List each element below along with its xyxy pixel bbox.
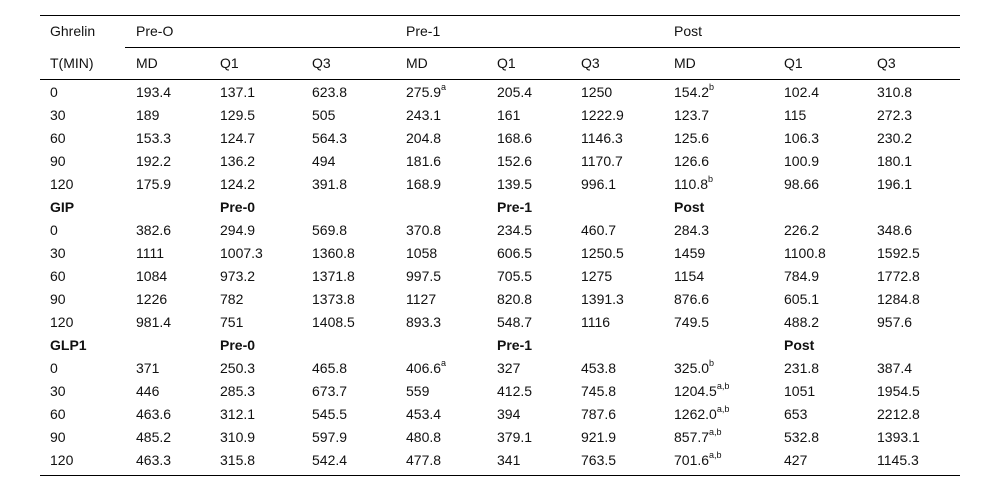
table-cell: 857.7$^{a,b}$ bbox=[674, 427, 722, 445]
table-row bbox=[40, 403, 960, 426]
table-cell: 387.4 bbox=[877, 360, 913, 376]
table-cell: 106.3 bbox=[784, 130, 820, 146]
table-cell: 412.5 bbox=[497, 383, 533, 399]
column-header: Q1 bbox=[497, 55, 516, 71]
table-cell: 196.1 bbox=[877, 176, 913, 192]
table-cell: 30 bbox=[50, 245, 66, 261]
table-cell: 1592.5 bbox=[877, 245, 920, 261]
table-cell: 1204.5$^{a,b}$ bbox=[674, 381, 730, 399]
table-cell: 532.8 bbox=[784, 429, 820, 445]
section-label: Post bbox=[674, 199, 705, 215]
table-cell: 1127 bbox=[406, 291, 437, 307]
table-cell: 427 bbox=[784, 452, 808, 468]
table-cell: 315.8 bbox=[220, 452, 256, 468]
column-header: Q1 bbox=[784, 55, 803, 71]
table-cell: 60 bbox=[50, 268, 66, 284]
table-cell: 30 bbox=[50, 383, 66, 399]
table-cell: 126.6 bbox=[674, 153, 710, 169]
table-cell: 100.9 bbox=[784, 153, 820, 169]
column-header: MD bbox=[406, 55, 428, 71]
significance-marker: b bbox=[709, 82, 715, 93]
significance-marker: a,b bbox=[709, 450, 722, 461]
table-cell: 1393.1 bbox=[877, 429, 920, 445]
table-cell: 893.3 bbox=[406, 314, 442, 330]
table-cell: 294.9 bbox=[220, 222, 256, 238]
column-header: MD bbox=[674, 55, 696, 71]
table-cell: 60 bbox=[50, 130, 66, 146]
table-cell: 60 bbox=[50, 406, 66, 422]
table-cell: 957.6 bbox=[877, 314, 913, 330]
table-cell: 325.0$^b$ bbox=[674, 358, 715, 376]
section-header-row bbox=[40, 334, 960, 357]
table-cell: 285.3 bbox=[220, 383, 256, 399]
group-header-row bbox=[40, 15, 960, 47]
table-row bbox=[40, 380, 960, 403]
table-cell: 477.8 bbox=[406, 452, 442, 468]
table-cell: 110.8$^b$ bbox=[674, 174, 714, 192]
section-label: Post bbox=[784, 337, 815, 353]
table-cell: 168.9 bbox=[406, 176, 442, 192]
table-cell: 120 bbox=[50, 452, 74, 468]
table-cell: 1250 bbox=[581, 84, 613, 100]
significance-marker: a,b bbox=[716, 381, 730, 392]
column-header: Q1 bbox=[220, 55, 239, 71]
table-cell: 124.2 bbox=[220, 176, 256, 192]
table-cell: 446 bbox=[136, 383, 160, 399]
table-cell: 230.2 bbox=[877, 130, 913, 146]
table-cell: 243.1 bbox=[406, 107, 442, 123]
table-cell: 485.2 bbox=[136, 429, 172, 445]
table-cell: 123.7 bbox=[674, 107, 710, 123]
table-cell: 168.6 bbox=[497, 130, 533, 146]
section-header-row bbox=[40, 196, 960, 219]
table-cell: 973.2 bbox=[220, 268, 256, 284]
section-label: Pre-0 bbox=[220, 199, 256, 215]
significance-marker: b bbox=[708, 174, 714, 185]
table-cell: 787.6 bbox=[581, 406, 617, 422]
table-cell: 98.66 bbox=[784, 176, 820, 192]
table-row bbox=[40, 242, 960, 265]
table-cell: 370.8 bbox=[406, 222, 442, 238]
table-cell: 90 bbox=[50, 429, 66, 445]
table-cell: 1084 bbox=[136, 268, 168, 284]
table-cell: 394 bbox=[497, 406, 521, 422]
section-label: Pre-0 bbox=[220, 337, 256, 353]
column-header: Q3 bbox=[581, 55, 600, 71]
group-header-pre-1: Pre-1 bbox=[406, 23, 441, 39]
table-bottom-rule bbox=[40, 475, 960, 476]
table-row bbox=[40, 288, 960, 311]
table-cell: 1146.3 bbox=[581, 130, 623, 146]
table-cell: 559 bbox=[406, 383, 430, 399]
table-cell: 996.1 bbox=[581, 176, 617, 192]
table-row bbox=[40, 265, 960, 288]
table-cell: 1145.3 bbox=[877, 452, 919, 468]
table-row bbox=[40, 311, 960, 334]
table-cell: 997.5 bbox=[406, 268, 442, 284]
table-cell: 139.5 bbox=[497, 176, 533, 192]
table-cell: 125.6 bbox=[674, 130, 710, 146]
table-cell: 505 bbox=[312, 107, 336, 123]
table-row bbox=[40, 449, 960, 472]
table-cell: 137.1 bbox=[220, 84, 256, 100]
column-header: Q3 bbox=[312, 55, 331, 71]
table-cell: 453.8 bbox=[581, 360, 617, 376]
table-cell: 494 bbox=[312, 153, 336, 169]
table-row bbox=[40, 173, 960, 196]
table-cell: 1170.7 bbox=[581, 153, 623, 169]
table-cell: 310.9 bbox=[220, 429, 256, 445]
table-cell: 921.9 bbox=[581, 429, 617, 445]
table-cell: 1284.8 bbox=[877, 291, 920, 307]
table-cell: 205.4 bbox=[497, 84, 533, 100]
table-cell: 749.5 bbox=[674, 314, 710, 330]
table-cell: 90 bbox=[50, 291, 66, 307]
table-cell: 1360.8 bbox=[312, 245, 355, 261]
table-cell: 391.8 bbox=[312, 176, 348, 192]
table-cell: 327 bbox=[497, 360, 521, 376]
table-cell: 120 bbox=[50, 176, 74, 192]
significance-marker: a,b bbox=[709, 427, 722, 438]
table-cell: 1226 bbox=[136, 291, 168, 307]
table-cell: 193.4 bbox=[136, 84, 172, 100]
table-cell: 701.6$^{a,b}$ bbox=[674, 450, 722, 468]
data-table bbox=[40, 15, 960, 472]
table-row bbox=[40, 219, 960, 242]
table-cell: 284.3 bbox=[674, 222, 710, 238]
table-cell: 460.7 bbox=[581, 222, 617, 238]
table-cell: 1954.5 bbox=[877, 383, 920, 399]
table-cell: 406.6$^a$ bbox=[406, 358, 447, 376]
table-cell: 226.2 bbox=[784, 222, 820, 238]
table-cell: 115 bbox=[784, 107, 807, 123]
table-cell: 180.1 bbox=[877, 153, 913, 169]
table-cell: 820.8 bbox=[497, 291, 533, 307]
significance-marker: a bbox=[441, 82, 447, 93]
table-cell: 1373.8 bbox=[312, 291, 355, 307]
table-cell: 231.8 bbox=[784, 360, 820, 376]
table-cell: 782 bbox=[220, 291, 244, 307]
table-cell: 1408.5 bbox=[312, 314, 355, 330]
table-cell: 175.9 bbox=[136, 176, 172, 192]
table-cell: 30 bbox=[50, 107, 66, 123]
table-cell: 120 bbox=[50, 314, 74, 330]
table-cell: 751 bbox=[220, 314, 244, 330]
table-cell: 382.6 bbox=[136, 222, 172, 238]
table-cell: 1391.3 bbox=[581, 291, 624, 307]
table-cell: 463.3 bbox=[136, 452, 172, 468]
section-label: GIP bbox=[50, 199, 75, 215]
table-cell: 981.4 bbox=[136, 314, 172, 330]
section-label: GLP1 bbox=[50, 337, 87, 353]
column-header: MD bbox=[136, 55, 158, 71]
table-cell: 250.3 bbox=[220, 360, 256, 376]
variable-header-ghrelin: Ghrelin bbox=[50, 23, 96, 39]
significance-marker: a,b bbox=[716, 404, 730, 415]
table-cell: 310.8 bbox=[877, 84, 913, 100]
significance-marker: a bbox=[441, 358, 447, 369]
group-header-post: Post bbox=[674, 23, 703, 39]
table-cell: 745.8 bbox=[581, 383, 617, 399]
table-cell: 204.8 bbox=[406, 130, 442, 146]
table-body bbox=[40, 79, 960, 472]
table-cell: 597.9 bbox=[312, 429, 348, 445]
table-cell: 0 bbox=[50, 222, 58, 238]
table-cell: 90 bbox=[50, 153, 66, 169]
table-cell: 192.2 bbox=[136, 153, 172, 169]
table-cell: 465.8 bbox=[312, 360, 348, 376]
table-cell: 189 bbox=[136, 107, 160, 123]
table-row bbox=[40, 426, 960, 449]
table-cell: 1275 bbox=[581, 268, 613, 284]
table-cell: 606.5 bbox=[497, 245, 533, 261]
section-label: Pre-1 bbox=[497, 337, 533, 353]
table-cell: 605.1 bbox=[784, 291, 820, 307]
table-cell: 1007.3 bbox=[220, 245, 263, 261]
table-cell: 102.4 bbox=[784, 84, 820, 100]
table-cell: 784.9 bbox=[784, 268, 820, 284]
table-cell: 272.3 bbox=[877, 107, 913, 123]
table-cell: 348.6 bbox=[877, 222, 913, 238]
table-cell: 480.8 bbox=[406, 429, 442, 445]
table-cell: 154.2$^b$ bbox=[674, 82, 715, 100]
table-cell: 488.2 bbox=[784, 314, 820, 330]
table-cell: 136.2 bbox=[220, 153, 256, 169]
table-cell: 129.5 bbox=[220, 107, 256, 123]
table-cell: 569.8 bbox=[312, 222, 348, 238]
group-header-pre-o: Pre-O bbox=[136, 23, 174, 39]
table-cell: 161 bbox=[497, 107, 521, 123]
table-cell: 0 bbox=[50, 360, 58, 376]
table-cell: 653 bbox=[784, 406, 808, 422]
table-cell: 548.7 bbox=[497, 314, 533, 330]
table-cell: 1459 bbox=[674, 245, 706, 261]
table-cell: 1111 bbox=[136, 245, 165, 261]
table-cell: 124.7 bbox=[220, 130, 256, 146]
table-cell: 371 bbox=[136, 360, 160, 376]
table-cell: 2212.8 bbox=[877, 406, 920, 422]
table-cell: 876.6 bbox=[674, 291, 710, 307]
table-row bbox=[40, 104, 960, 127]
table-cell: 312.1 bbox=[220, 406, 256, 422]
table-cell: 673.7 bbox=[312, 383, 348, 399]
table-cell: 153.3 bbox=[136, 130, 172, 146]
table-cell: 0 bbox=[50, 84, 58, 100]
significance-marker: b bbox=[709, 358, 715, 369]
table-cell: 1222.9 bbox=[581, 107, 624, 123]
table-cell: 1262.0$^{a,b}$ bbox=[674, 404, 730, 422]
table-cell: 1051 bbox=[784, 383, 816, 399]
table-cell: 623.8 bbox=[312, 84, 348, 100]
table-cell: 275.9$^a$ bbox=[406, 82, 447, 100]
table-row bbox=[40, 81, 960, 104]
table-cell: 542.4 bbox=[312, 452, 348, 468]
table-cell: 341 bbox=[497, 452, 521, 468]
table-cell: 181.6 bbox=[406, 153, 442, 169]
table-cell: 152.6 bbox=[497, 153, 533, 169]
column-header: T(MIN) bbox=[50, 55, 94, 71]
section-label: Pre-1 bbox=[497, 199, 533, 215]
table-cell: 1116 bbox=[581, 314, 611, 330]
table-row bbox=[40, 357, 960, 380]
table-row bbox=[40, 150, 960, 173]
table-cell: 1371.8 bbox=[312, 268, 355, 284]
table-row bbox=[40, 127, 960, 150]
table-cell: 1100.8 bbox=[784, 245, 826, 261]
table-cell: 763.5 bbox=[581, 452, 617, 468]
table-cell: 1058 bbox=[406, 245, 438, 261]
column-header-row bbox=[40, 47, 960, 79]
table-cell: 705.5 bbox=[497, 268, 533, 284]
table-cell: 453.4 bbox=[406, 406, 442, 422]
table-cell: 234.5 bbox=[497, 222, 533, 238]
table-cell: 463.6 bbox=[136, 406, 172, 422]
table-cell: 545.5 bbox=[312, 406, 348, 422]
table-cell: 379.1 bbox=[497, 429, 533, 445]
table-cell: 564.3 bbox=[312, 130, 348, 146]
table-cell: 1772.8 bbox=[877, 268, 920, 284]
table-cell: 1154 bbox=[674, 268, 705, 284]
table-cell: 1250.5 bbox=[581, 245, 624, 261]
column-header: Q3 bbox=[877, 55, 896, 71]
